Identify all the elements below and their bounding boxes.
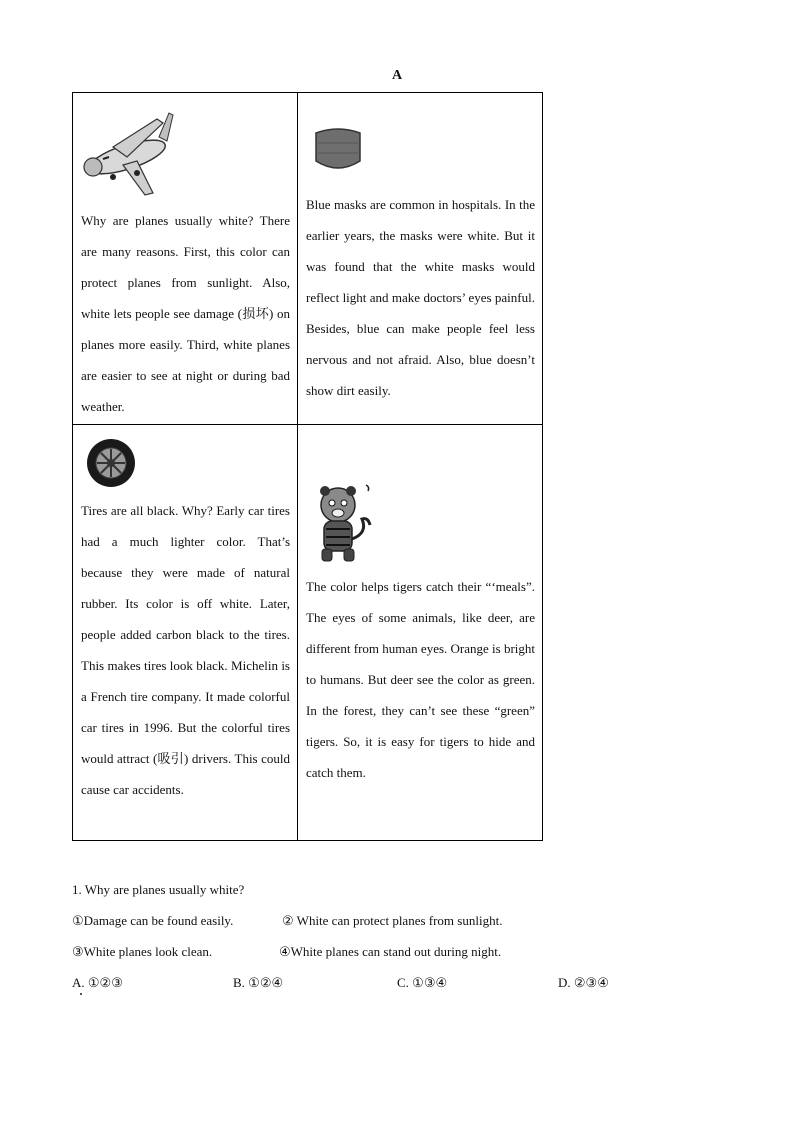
card-tigers-text: The color helps tigers catch their “‘meals”. The eyes of some animals, like deer, are different from human eyes. Orange is bright to humans. But deer see the color as green. In the forest, they can’t see these “green” tigers. So, it is easy for tigers to hide and catch them.: [306, 579, 535, 780]
card-masks-text: Blue masks are common in hospitals. In the earlier years, the masks were white. But it was found that the white masks would reflect light and make doctors’ eyes painful. Besides, blue can make people feel less nervous and not afraid. Also, blue doesn’t show dirt easily.: [306, 197, 535, 398]
card-planes-text: Why are planes usually white? There are many reasons. First, this color can protect planes from sunlight. Also, white lets people see damage (损坏) on planes more easily. Third, white planes are easier to see at night or during bad weather.: [81, 213, 290, 414]
card-masks: [298, 93, 543, 425]
card-tigers: [298, 425, 543, 841]
option-d[interactable]: D. ②③④: [558, 975, 609, 990]
statement-4: ④White planes can stand out during night.: [279, 944, 502, 959]
stray-mark: [80, 993, 82, 995]
section-title: A: [391, 68, 403, 83]
card-planes: [73, 93, 298, 425]
statement-3: ③White planes look clean.: [72, 944, 213, 959]
passage-table: [72, 92, 543, 841]
airplane-icon: [83, 107, 175, 203]
tire-icon: [85, 437, 137, 489]
option-b[interactable]: B. ①②④: [233, 975, 284, 990]
statement-2: ② White can protect planes from sunlight.: [282, 913, 503, 928]
question-stem: 1. Why are planes usually white?: [72, 882, 245, 897]
tiger-icon: [312, 483, 374, 565]
card-tires-text: Tires are all black. Why? Early car tires had a much lighter color. That’s because they were made of natural rubber. Its color is off white. Later, people added carbon black to the tires. This makes tires look black. Michelin is a French tire company. It made colorful car tires in 1996. But the colorful tires would attract (吸引) drivers. This could cause car accidents.: [81, 503, 290, 797]
statement-1: ①Damage can be found easily.: [72, 913, 234, 928]
option-c[interactable]: C. ①③④: [397, 975, 448, 990]
option-a[interactable]: A. ①②③: [72, 975, 123, 990]
card-tires: [73, 425, 298, 841]
mask-icon: [312, 123, 364, 177]
